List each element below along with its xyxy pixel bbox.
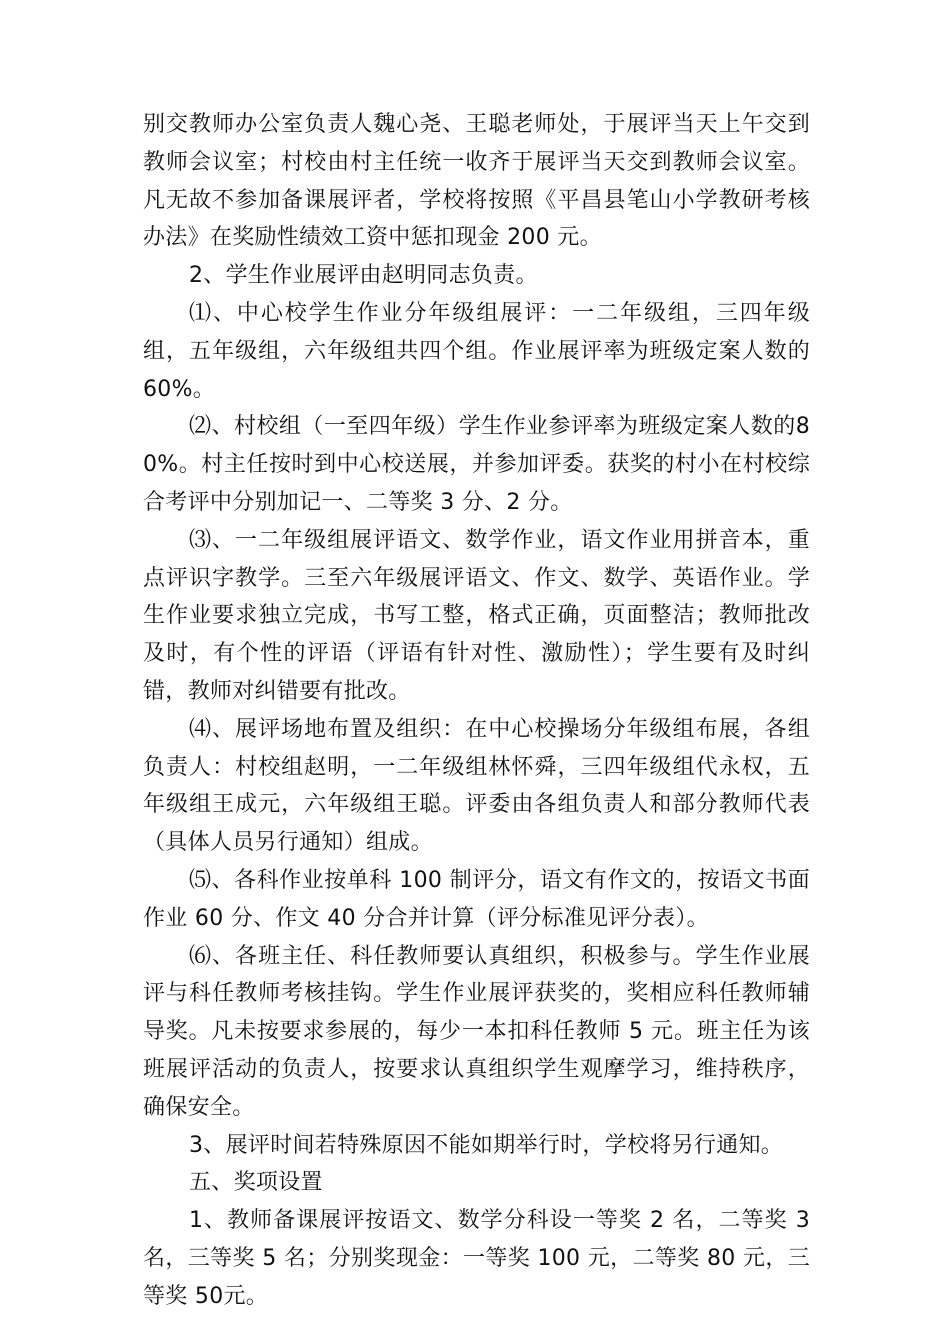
paragraph-homework-exhibition: 2、学生作业展评由赵明同志负责。: [189, 263, 538, 289]
paragraph-item-3: ⑶、一二年级组展评语文、数学作业，语文作业用拼音本，重点评识字教学。三至六年级展评语文、作文、数学、英语作业。学生作业要求独立完成，书写工整，格式正确，页面整洁；教师批改及时，有个性的评语（评语有针对性、激励性）；学生要有及时纠错，教师对纠错要有批改。: [143, 527, 810, 704]
paragraph-item-5: ⑸、各科作业按单科 100 制评分，语文有作文的，按语文书面作业 60 分、作文 40 分合并计算（评分标准见评分表）。: [143, 867, 810, 931]
paragraph-item-2: ⑵、村校组（一至四年级）学生作业参评率为班级定案人数的80%。村主任按时到中心校送展，并参加评委。获奖的村小在村校综合考评中分别加记一、二等奖 3 分、2 分。: [143, 414, 810, 515]
paragraph-item-6: ⑹、各班主任、科任教师要认真组织，积极参与。学生作业展评与科任教师考核挂钩。学生作业展评获奖的，奖相应科任教师辅导奖。凡未按要求参展的，每少一本扣科任教师 5 元。班主任为该班展评活动的负责人，按要求认真组织学生观摩学习，维持秩序，确保安全。: [143, 943, 810, 1120]
paragraph-award-settings: 1、教师备课展评按语文、数学分科设一等奖 2 名，二等奖 3 名，三等奖 5 名；分别奖现金：一等奖 100 元，二等奖 80 元，三等奖 50元。: [143, 1208, 810, 1309]
paragraph-schedule-notice: 3、展评时间若特殊原因不能如期举行时，学校将另行通知。: [189, 1132, 784, 1158]
paragraph-item-4: ⑷、展评场地布置及组织：在中心校操场分年级组布展，各组负责人：村校组赵明，一二年级组林怀舜，三四年级组代永权，五年级组王成元，六年级组王聪。评委由各组负责人和部分教师代表（具体人员另行通知）组成。: [143, 716, 810, 856]
section-heading-awards: 五、奖项设置: [189, 1170, 323, 1196]
paragraph-item-1: ⑴、中心校学生作业分年级组展评：一二年级组，三四年级组，五年级组，六年级组共四个组。作业展评率为班级定案人数的 60%。: [143, 300, 810, 402]
paragraph-award-deduction: 别交教师办公室负责人魏心尧、王聪老师处，于展评当天上午交到教师会议室；村校由村主任统一收齐于展评当天交到教师会议室。凡无故不参加备课展评者，学校将按照《平昌县笔山小学教研考核办法》在奖励性绩效工资中惩扣现金 200 元。: [143, 112, 810, 251]
